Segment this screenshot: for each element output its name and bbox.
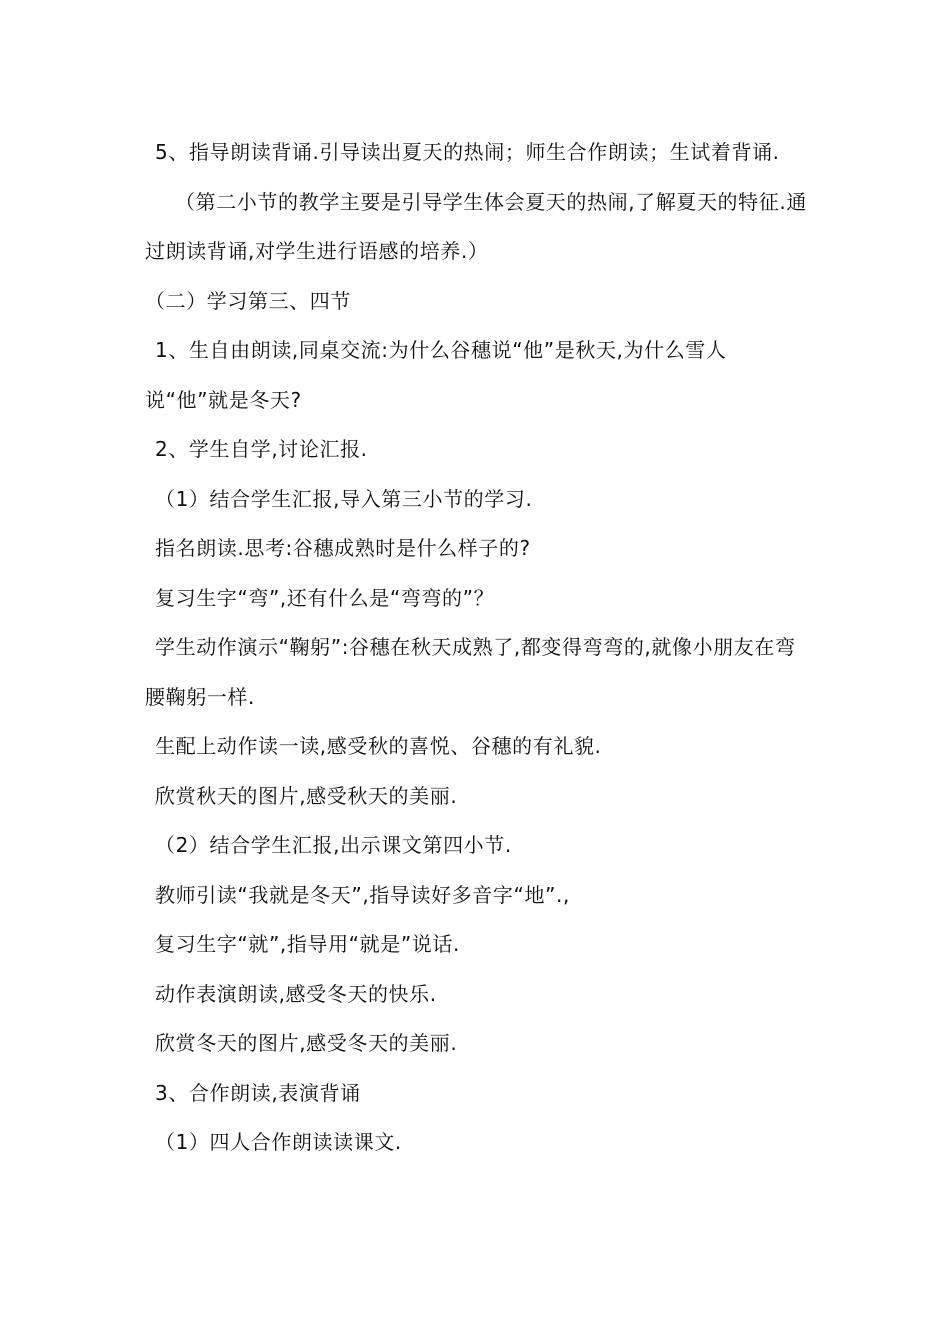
paragraph-line: 复习生字“就”,指导用“就是”说话.: [155, 932, 460, 956]
paragraph-step-2: 2、学生自学,讨论汇报.: [155, 437, 368, 461]
paragraph-line: 欣赏秋天的图片,感受秋天的美丽.: [155, 783, 458, 808]
paragraph-line: 欣赏冬天的图片,感受冬天的美丽.: [155, 1031, 458, 1055]
paragraph-step-5: 5、指导朗读背诵.引导读出夏天的热闹；师生合作朗读；生试着背诵.: [155, 140, 780, 164]
paragraph-line: 动作表演朗读,感受冬天的快乐.: [155, 981, 437, 1006]
paragraph-sub-1: （1）结合学生汇报,导入第三小节的学习.: [155, 486, 533, 511]
paragraph-line: 教师引读“我就是冬天”,指导读好多音字“地”.,: [155, 882, 570, 907]
paragraph-note: （第二小节的教学主要是引导学生体会夏天的热闹,了解夏天的特征.通过朗读背诵,对学生进行语感的培养.）: [145, 189, 807, 263]
paragraph-sub-1: （1）四人合作朗读读课文.: [155, 1130, 402, 1154]
section-heading: （二）学习第三、四节: [145, 288, 351, 313]
paragraph-line: 生配上动作读一读,感受秋的喜悦、谷穗的有礼貌.: [155, 734, 602, 758]
paragraph-line: 学生动作演示“鞠躬”:谷穗在秋天成熟了,都变得弯弯的,就像小朋友在弯腰鞠躬一样.: [145, 635, 796, 709]
document-body: [145, 128, 810, 1168]
paragraph-sub-2: （2）结合学生汇报,出示课文第四小节.: [155, 833, 512, 857]
paragraph-step-3: 3、合作朗读,表演背诵: [155, 1080, 361, 1105]
paragraph-line: 复习生字“弯”,还有什么是“弯弯的”？: [155, 585, 495, 610]
paragraph-step-1: 1、生自由朗读,同桌交流:为什么谷穗说“他”是秋天,为什么雪人说“他”就是冬天?: [145, 338, 727, 412]
paragraph-line: 指名朗读.思考:谷穗成熟时是什么样子的?: [155, 536, 531, 560]
